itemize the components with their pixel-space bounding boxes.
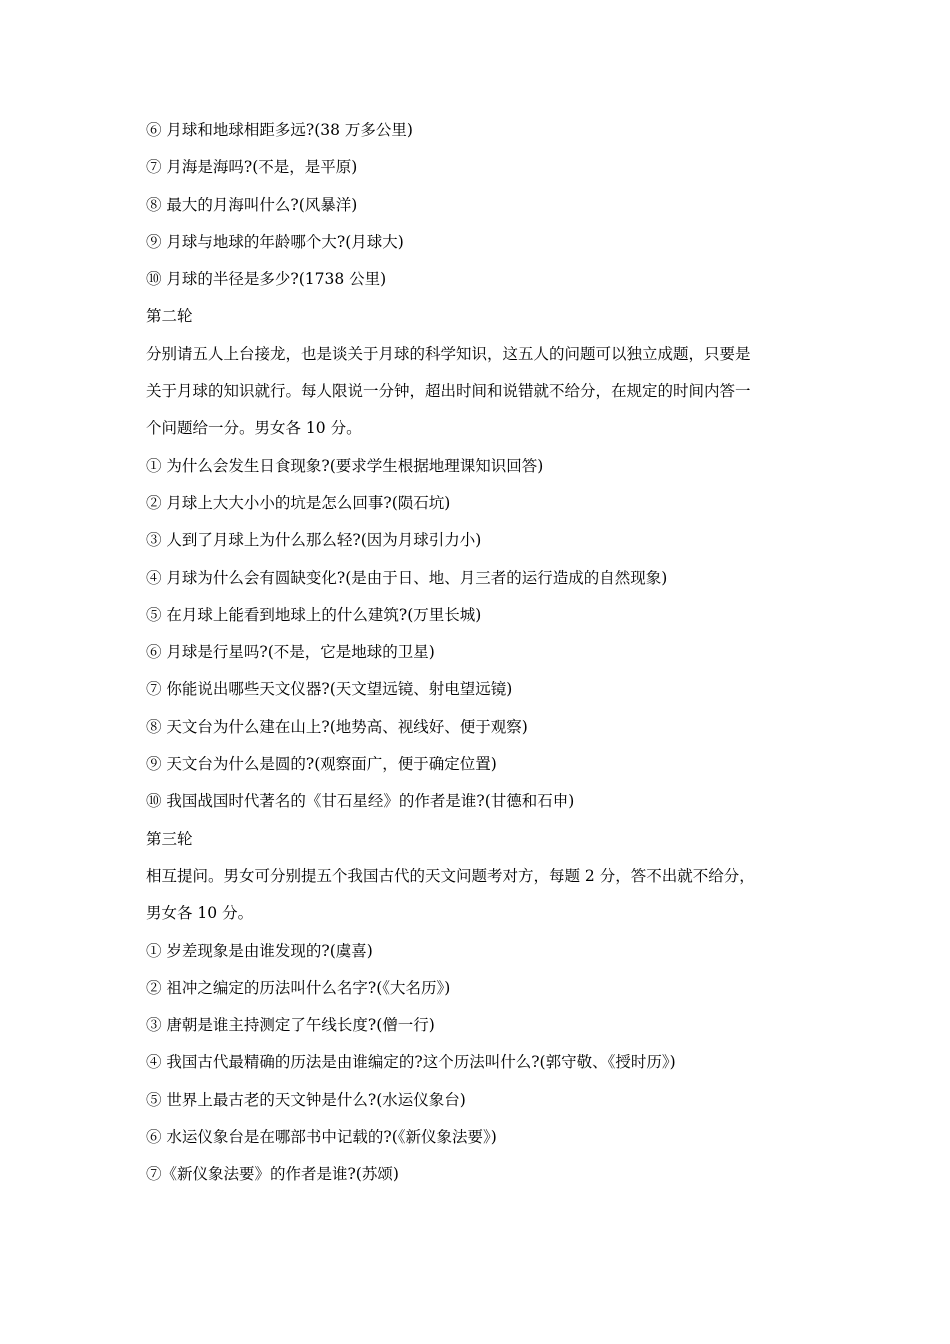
question-r3-3: ③ 唐朝是谁主持测定了午线长度?(僧一行) bbox=[146, 1016, 435, 1035]
round2-intro bbox=[146, 344, 808, 440]
question-r3-1: ① 岁差现象是由谁发现的?(虞喜) bbox=[146, 941, 373, 960]
question-r2-9: ⑨ 天文台为什么是圆的?(观察面广，便于确定位置) bbox=[146, 755, 497, 774]
question-r2-8: ⑧ 天文台为什么建在山上?(地势高、视线好、便于观察) bbox=[146, 717, 528, 736]
round3-title: 第三轮 bbox=[146, 829, 193, 848]
question-r2-10: ⑩ 我国战国时代著名的《甘石星经》的作者是谁?(甘德和石申) bbox=[146, 792, 575, 811]
question-r2-5: ⑤ 在月球上能看到地球上的什么建筑?(万里长城) bbox=[146, 605, 482, 624]
question-r1-6: ⑥ 月球和地球相距多远?(38 万多公里) bbox=[146, 121, 413, 139]
question-r1-10: ⑩ 月球的半径是多少?(1738 公里) bbox=[146, 270, 387, 289]
question-r1-8: ⑧ 最大的月海叫什么?(风暴洋) bbox=[146, 195, 358, 214]
question-r1-7: ⑦ 月海是海吗?(不是，是平原) bbox=[146, 158, 358, 177]
round2-intro-line: 关于月球的知识就行。每人限说一分钟，超出时间和说错就不给分，在规定的时间内答一 bbox=[146, 382, 751, 401]
question-r2-1: ① 为什么会发生日食现象?(要求学生根据地理课知识回答) bbox=[146, 456, 544, 475]
round2-title: 第二轮 bbox=[146, 307, 193, 326]
document-page bbox=[146, 120, 816, 1202]
round2-intro-line: 个问题给一分。男女各 10 分。 bbox=[146, 419, 362, 438]
round3-intro bbox=[146, 866, 808, 924]
question-r3-4: ④ 我国古代最精确的历法是由谁编定的?这个历法叫什么?(郭守敬、《授时历》) bbox=[146, 1053, 676, 1072]
round3-intro-line: 男女各 10 分。 bbox=[146, 904, 254, 923]
question-r2-3: ③ 人到了月球上为什么那么轻?(因为月球引力小) bbox=[146, 531, 482, 550]
round2-intro-line: 分别请五人上台接龙，也是谈关于月球的科学知识，这五人的问题可以独立成题，只要是 bbox=[146, 344, 751, 363]
question-r3-2: ② 祖冲之编定的历法叫什么名字?(《大名历》) bbox=[146, 978, 451, 997]
question-r2-6: ⑥ 月球是行星吗?(不是，它是地球的卫星) bbox=[146, 643, 435, 662]
round3-intro-line: 相互提问。男女可分别提五个我国古代的天文问题考对方，每题 2 分，答不出就不给分， bbox=[146, 866, 755, 885]
question-r2-2: ② 月球上大大小小的坑是怎么回事?(陨石坑) bbox=[146, 493, 451, 512]
question-r3-7: ⑦《新仪象法要》的作者是谁?(苏颂) bbox=[146, 1165, 399, 1184]
question-r2-4: ④ 月球为什么会有圆缺变化?(是由于日、地、月三者的运行造成的自然现象) bbox=[146, 568, 668, 587]
question-r3-5: ⑤ 世界上最古老的天文钟是什么?(水运仪象台) bbox=[146, 1090, 466, 1109]
question-r3-6: ⑥ 水运仪象台是在哪部书中记载的?(《新仪象法要》) bbox=[146, 1128, 497, 1147]
question-r1-9: ⑨ 月球与地球的年龄哪个大?(月球大) bbox=[146, 232, 404, 251]
question-r2-7: ⑦ 你能说出哪些天文仪器?(天文望远镜、射电望远镜) bbox=[146, 680, 513, 699]
